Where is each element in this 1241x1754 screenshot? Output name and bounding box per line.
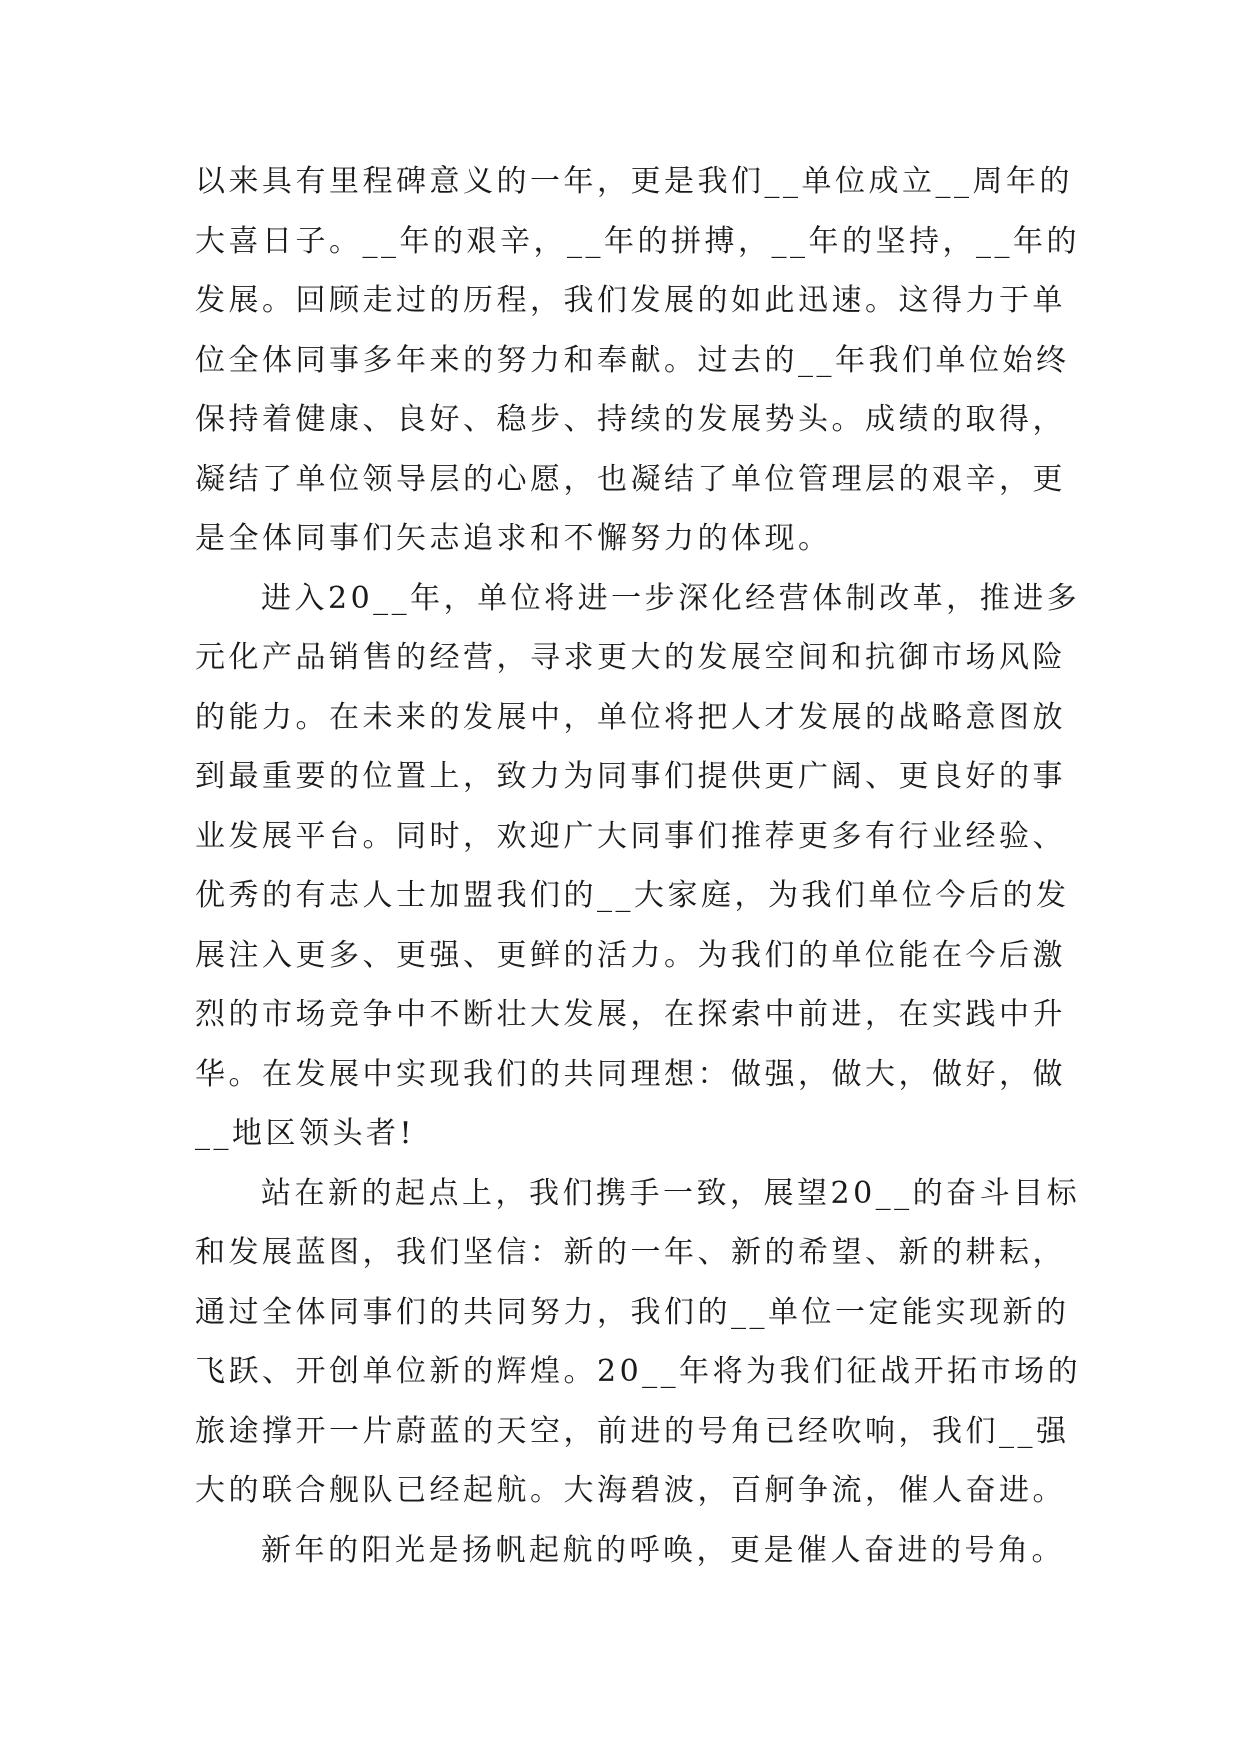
text-line: 展注入更多、更强、更鲜的活力。为我们的单位能在今后激	[195, 937, 1066, 973]
text-line: 的能力。在未来的发展中，单位将把人才发展的战略意图放	[195, 699, 1066, 735]
text-line: 通过全体同事们的共同努力，我们的__单位一定能实现新的	[195, 1294, 1070, 1330]
text-line: 到最重要的位置上，致力为同事们提供更广阔、更良好的事	[195, 759, 1066, 794]
text-line: 以来具有里程碑意义的一年，更是我们__单位成立__周年的	[195, 164, 1073, 199]
text-line: 位全体同事多年来的努力和奉献。过去的__年我们单位始终	[195, 342, 1070, 378]
text-line: 优秀的有志人士加盟我们的__大家庭，为我们单位今后的发	[195, 878, 1070, 913]
text-line: 和发展蓝图，我们坚信：新的一年、新的希望、新的耕耘，	[195, 1235, 1066, 1270]
text-line: 凝结了单位领导层的心愿，也凝结了单位管理层的艰辛，更	[195, 461, 1066, 497]
text-line: 大的联合舰队已经起航。大海碧波，百舸争流，催人奋进。	[195, 1473, 1066, 1508]
body-text	[195, 152, 1082, 1580]
text-line: 旅途撑开一片蔚蓝的天空，前进的号角已经吹响，我们__强	[195, 1413, 1070, 1449]
paragraph-first-line: 站在新的起点上，我们携手一致，展望20__的奋斗目标	[261, 1175, 1081, 1211]
text-line: 保持着健康、良好、稳步、持续的发展势头。成绩的取得，	[195, 402, 1066, 437]
text-line: 发展。回顾走过的历程，我们发展的如此迅速。这得力于单	[195, 283, 1066, 318]
text-line: __地区领头者!	[195, 1116, 416, 1151]
text-line: 元化产品销售的经营，寻求更大的发展空间和抗御市场风险	[195, 640, 1066, 675]
paragraph-first-line: 新年的阳光是扬帆起航的呼唤，更是催人奋进的号角。	[261, 1532, 1065, 1568]
text-line: 华。在发展中实现我们的共同理想：做强，做大，做好，做	[195, 1056, 1066, 1092]
text-line: 业发展平台。同时，欢迎广大同事们推荐更多有行业经验、	[195, 818, 1066, 854]
paragraph-first-line: 进入20__年，单位将进一步深化经营体制改革，推进多	[261, 580, 1081, 616]
text-line: 飞跃、开创单位新的辉煌。20__年将为我们征战开拓市场的	[195, 1354, 1082, 1389]
text-line: 是全体同事们矢志追求和不懈努力的体现。	[195, 521, 832, 556]
text-line: 大喜日子。__年的艰辛，__年的拼搏，__年的坚持，__年的	[195, 223, 1080, 259]
text-line: 烈的市场竞争中不断壮大发展，在探索中前进，在实践中升	[195, 997, 1066, 1032]
